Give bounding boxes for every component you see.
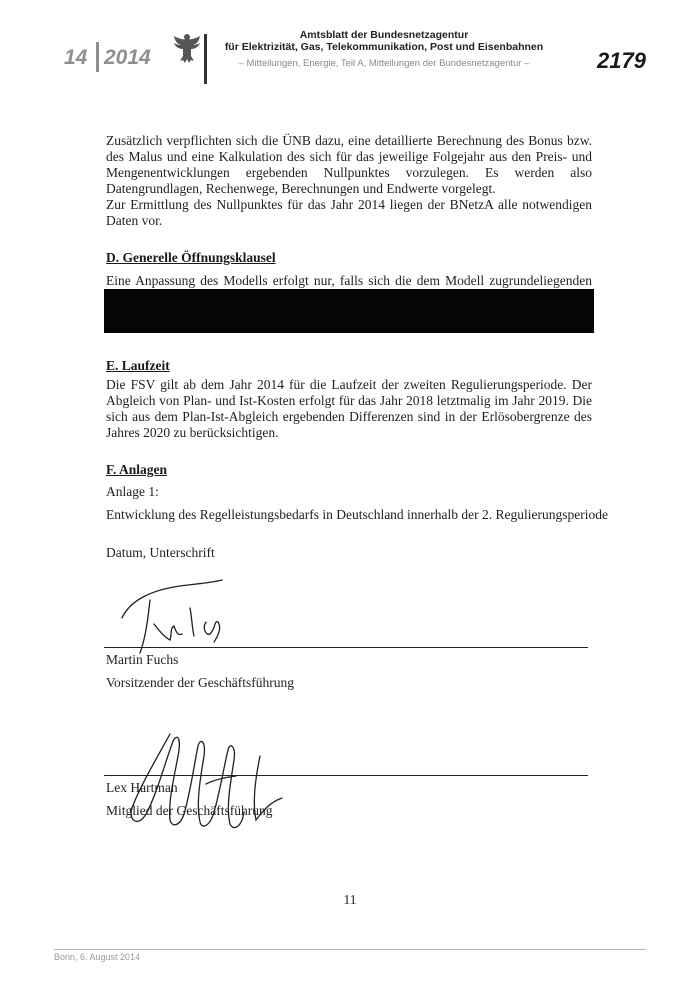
signer2-role: Mitglied der Geschäftsführung (106, 803, 273, 818)
paragraph-nullpoint: Zur Ermittlung des Nullpunktes für das Jahr 2014 liegen der BNetzA alle notwendigen Daten vor. (106, 197, 592, 228)
signer1-role: Vorsitzender der Geschäftsführung (106, 675, 294, 690)
signature-line-1 (104, 647, 588, 648)
header-divider (204, 34, 207, 84)
gazette-title-line1: Amtsblatt der Bundesnetzagentur (299, 29, 469, 41)
section-d-heading: D. Generelle Öffnungsklausel (106, 250, 276, 265)
issue-number: 14 (64, 46, 88, 69)
signer1-name: Martin Fuchs (106, 652, 179, 667)
signature-martin-fuchs (110, 578, 250, 658)
redaction-block (104, 289, 594, 333)
section-f-heading: F. Anlagen (106, 462, 168, 477)
annex-description: Entwicklung des Regelleistungsbedarfs in Deutschland innerhalb der 2. Regulierungsperiode (106, 507, 608, 522)
section-e-text: Die FSV gilt ab dem Jahr 2014 für die Laufzeit der zweiten Regulierungsperiode. Der Abgleich von Plan- und Ist-Kosten erfolgt für das Jahr 2018 letztmalig im Jahr 2019. Die sich aus dem Plan-Ist-Abgleich ergebenden Differenzen sind in der Erlösobergrenze des Jahres 2020 zu berücksichtigen. (106, 377, 592, 440)
paragraph-bonus-calculation: Zusätzlich verpflichten sich die ÜNB dazu, eine detaillierte Berechnung des Bonus bzw. des Malus und eine Kalkulation des sich für das jeweilige Folgejahr aus den Preis- und Mengenentwicklungen ergebenden Nullpunktes vorzulegen. Es werden also Datengrundlagen, Rechenwege, Berechnungen und Endwerte vorgelegt. (106, 133, 592, 196)
section-e-heading: E. Laufzeit (106, 358, 170, 373)
annex-label: Anlage 1: (106, 484, 159, 499)
gazette-title-line2: für Elektrizität, Gas, Telekommunikation, Post und Eisenbahnen (224, 41, 544, 53)
footer-date: Bonn, 6. August 2014 (54, 952, 141, 962)
date-signature-label: Datum, Unterschrift (106, 545, 215, 560)
gazette-subtitle: – Mitteilungen, Energie, Teil A, Mitteilungen der Bundesnetzagentur – (238, 58, 530, 69)
document-page-number: 11 (343, 892, 357, 907)
federal-eagle-icon (172, 32, 202, 64)
issue-separator (96, 42, 99, 72)
signer2-name: Lex Hartman (106, 780, 178, 795)
section-d-text: Eine Anpassung des Modells erfolgt nur, falls sich die dem Modell zugrundeliegenden (106, 273, 592, 288)
signature-line-2 (104, 775, 588, 776)
issue-year: 2014 (104, 46, 151, 69)
footer-divider (54, 949, 646, 950)
gazette-page-number: 2179 (597, 48, 646, 73)
